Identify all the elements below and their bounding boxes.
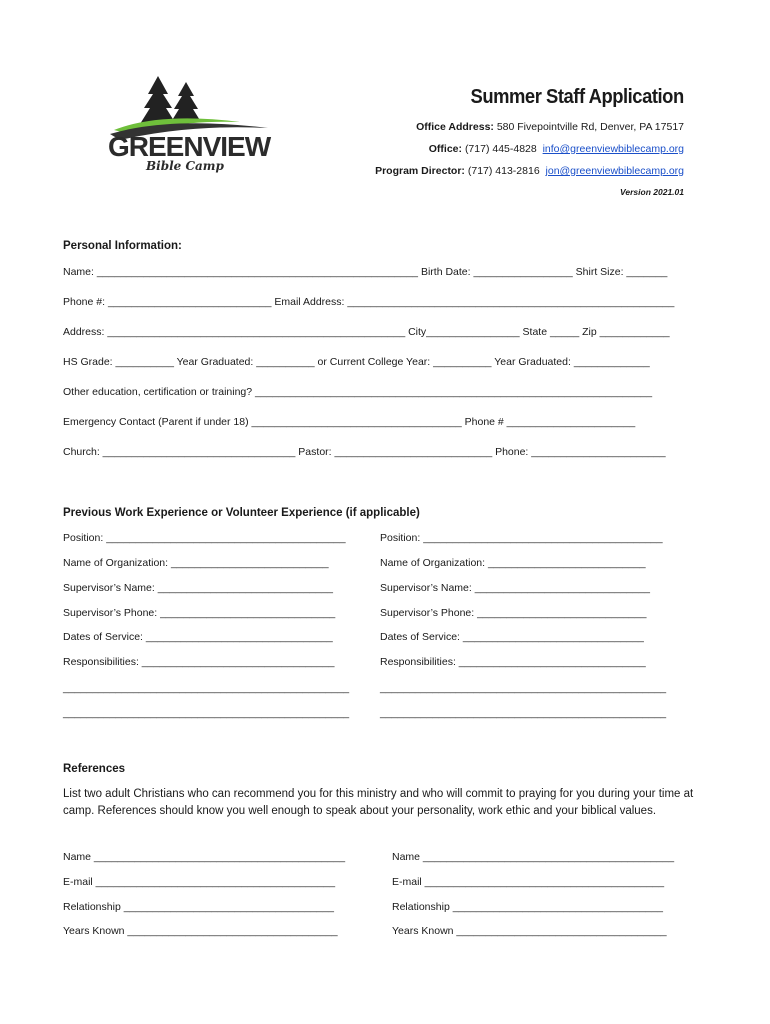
page-title: Summer Staff Application	[470, 86, 684, 108]
references-description: List two adult Christians who can recommend you for this ministry and who will commit to praying for you during your time at camp. References should know you well enough to speak about your personality, work ethic and your biblical values.	[63, 788, 694, 817]
exp-left-field[interactable]: Supervisor’s Name: ______________________________	[63, 582, 333, 594]
ref-left-field[interactable]: Name ___________________________________________	[63, 851, 346, 863]
exp-right-field[interactable]: Responsibilities: ________________________________	[380, 656, 646, 668]
office-address: 580 Fivepointville Rd, Denver, PA 17517	[496, 121, 684, 133]
office-contact-line	[429, 143, 684, 155]
logo-wordmark: GREENVIEW	[108, 131, 271, 162]
grade-field-line[interactable]: HS Grade: __________ Year Graduated: __________ or Current College Year: __________ Year Graduated: _____________	[63, 356, 650, 368]
version-label: Version 2021.01	[620, 187, 684, 197]
ref-right-field[interactable]: E-mail _________________________________________	[392, 876, 665, 888]
office-email-link[interactable]: info@greenviewbiblecamp.org	[542, 143, 684, 155]
exp-left-field[interactable]: Name of Organization: ___________________________	[63, 557, 329, 569]
emergency-field-line[interactable]: Emergency Contact (Parent if under 18) ____________________________________ Phone # ______________________	[63, 416, 636, 428]
exp-right-field[interactable]: _________________________________________________	[380, 707, 667, 719]
exp-right-field[interactable]: Position: _________________________________________	[380, 532, 663, 544]
logo-subtitle: Bible Camp	[146, 159, 224, 173]
exp-right-field[interactable]: Name of Organization: ___________________________	[380, 557, 646, 569]
church-field-line[interactable]: Church: _________________________________ Pastor: ___________________________ Phone: _______________________	[63, 446, 666, 458]
office-label: Office:	[428, 143, 463, 155]
director-label: Program Director:	[375, 165, 465, 177]
name-field-line[interactable]: Name: _______________________________________________________ Birth Date: _________________ Shirt Size: _______	[63, 266, 668, 278]
exp-left-field[interactable]: Position: _________________________________________	[63, 532, 346, 544]
references-heading: References	[63, 763, 126, 775]
greenview-logo	[100, 72, 280, 177]
exp-left-field[interactable]: Dates of Service: ________________________________	[63, 631, 333, 643]
address-field-line[interactable]: Address: ___________________________________________________ City________________ State _____ Zip ____________	[63, 326, 670, 338]
exp-left-field[interactable]: _________________________________________________	[63, 682, 350, 694]
ref-left-field[interactable]: Relationship ____________________________________	[63, 901, 334, 913]
ref-right-field[interactable]: Years Known ____________________________________	[392, 925, 667, 937]
director-contact-line	[375, 165, 684, 177]
office-address-line	[416, 121, 684, 133]
ref-right-field[interactable]: Name ___________________________________________	[392, 851, 675, 863]
ref-left-field[interactable]: E-mail _________________________________________	[63, 876, 336, 888]
experience-heading: Previous Work Experience or Volunteer Experience (if applicable)	[63, 507, 420, 519]
ref-left-field[interactable]: Years Known ____________________________________	[63, 925, 338, 937]
education-field-line[interactable]: Other education, certification or training? ____________________________________________________________________	[63, 386, 653, 398]
exp-right-field[interactable]: Dates of Service: _______________________________	[380, 631, 644, 643]
exp-right-field[interactable]: Supervisor’s Name: ______________________________	[380, 582, 650, 594]
phone-field-line[interactable]: Phone #: ____________________________ Email Address: ________________________________________________________	[63, 296, 675, 308]
ref-right-field[interactable]: Relationship ____________________________________	[392, 901, 663, 913]
exp-right-field[interactable]: Supervisor’s Phone: _____________________________	[380, 607, 647, 619]
exp-right-field[interactable]: _________________________________________________	[380, 682, 667, 694]
office-phone: (717) 445-4828	[464, 143, 537, 155]
director-phone: (717) 413-2816	[467, 165, 540, 177]
exp-left-field[interactable]: _________________________________________________	[63, 707, 350, 719]
director-email-link[interactable]: jon@greenviewbiblecamp.org	[545, 165, 684, 177]
tree-logo-icon	[100, 72, 280, 177]
office-address-label: Office Address:	[416, 121, 494, 133]
exp-left-field[interactable]: Supervisor’s Phone: ______________________________	[63, 607, 336, 619]
personal-heading: Personal Information:	[63, 240, 182, 252]
exp-left-field[interactable]: Responsibilities: _________________________________	[63, 656, 335, 668]
